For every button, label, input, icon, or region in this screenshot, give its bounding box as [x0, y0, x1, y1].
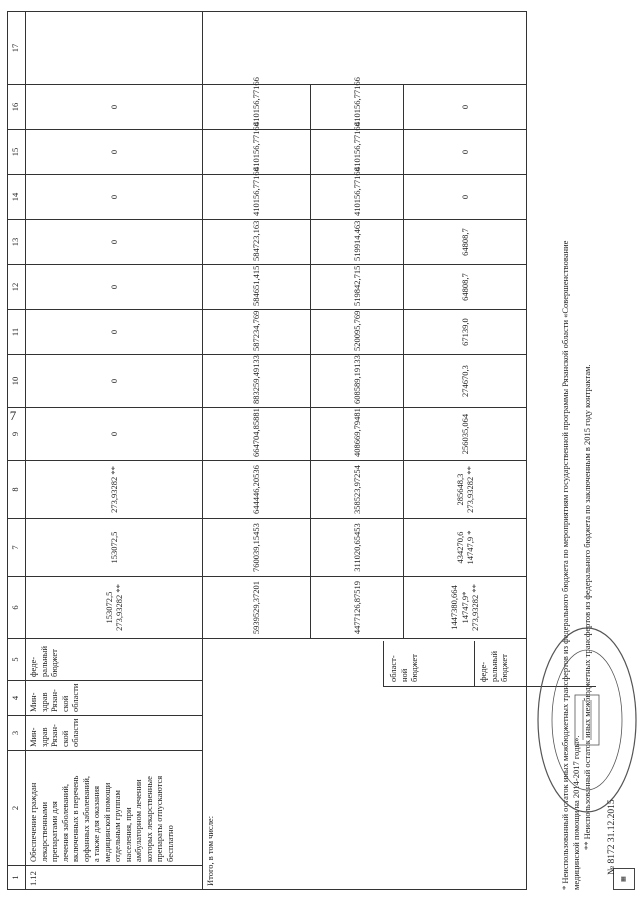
header-cell: 13 — [8, 220, 26, 265]
header-cell: 2 — [8, 751, 26, 866]
cell-value: 64808,7 — [404, 220, 527, 265]
cell-value: 0 — [26, 408, 203, 461]
header-row — [8, 12, 26, 890]
header-cell: 16 — [8, 85, 26, 130]
cell-value: 410156,77166 — [203, 175, 311, 220]
funding-source: феде- ральный бюджет — [26, 639, 203, 681]
cell-value: 64808,7 — [404, 265, 527, 310]
cell-value: 358523,97254 — [311, 461, 404, 519]
measure-name: Обеспечение граждан лекарственными препаратами для лечения заболеваний, включенных в перечень орфанных заболеваний, а также для оказания медицинской помощи отдельным группам населения, при амбулаторном лечении которых лекарственные препараты отпускаются бесплатно — [26, 751, 203, 866]
footnote-2: ** Неиспользованный остаток иных межбюджетных трансфертов из федерального бюджета по заключенным в 2015 году контрактам. — [582, 364, 592, 850]
header-cell: 6 — [8, 577, 26, 639]
cell-value: 0 — [404, 85, 527, 130]
cell-value: 0 — [404, 175, 527, 220]
cell-value: 644446,20536 — [203, 461, 311, 519]
budget-table — [7, 11, 527, 890]
cell-value: 67139,0 — [404, 310, 527, 355]
cell-value: 760039,15453 — [203, 519, 311, 577]
cell-value: 0 — [26, 175, 203, 220]
table-row-total — [203, 12, 311, 890]
cell-value: 153072,5 — [26, 519, 203, 577]
header-cell: 12 — [8, 265, 26, 310]
cell-value: 410156,77166 — [203, 130, 311, 175]
header-cell: 4 — [8, 681, 26, 716]
cell-value: 0 — [26, 355, 203, 408]
header-cell: 9 — [8, 408, 26, 461]
header-cell: 3 — [8, 716, 26, 751]
total-label: Итого, в том числе: — [203, 639, 527, 890]
cell-value: 0 — [26, 220, 203, 265]
cell-value: 256035,064 — [404, 408, 527, 461]
registration-mark-icon: ▦ — [613, 868, 635, 890]
row-divider — [383, 641, 384, 687]
page-number: 7 — [9, 408, 17, 423]
cell-value: 434270,6 14747,9 * — [404, 519, 527, 577]
header-cell: 15 — [8, 130, 26, 175]
cell-value: 0 — [26, 85, 203, 130]
cell-value: 584651,415 — [203, 265, 311, 310]
cell-value — [26, 12, 203, 85]
header-cell: 7 — [8, 519, 26, 577]
cell-value: 410156,77166 — [311, 85, 404, 130]
cell-value: 0 — [404, 130, 527, 175]
cell-value: 519914,463 — [311, 220, 404, 265]
cell-value: 520095,769 — [311, 310, 404, 355]
table-row-1-12 — [26, 12, 203, 890]
cell-value: 664704,85881 — [203, 408, 311, 461]
row-divider — [474, 641, 475, 687]
cell-value: 4477126,87519 — [311, 577, 404, 639]
header-cell: 11 — [8, 310, 26, 355]
cell-empty — [203, 12, 527, 85]
cell-value: 0 — [26, 265, 203, 310]
cell-value: 408669,79481 — [311, 408, 404, 461]
responsible-executor: Мин- здрав Рязан- ской области — [26, 716, 203, 751]
cell-total: 153072,5 273,93282 ** — [26, 577, 203, 639]
cell-value: 0 — [26, 130, 203, 175]
cell-value: 274670,3 — [404, 355, 527, 408]
footnote-1: * Неиспользованный остаток иных межбюджетных трансфертов из федерального бюджета по мероприятиям государственной программы Рязанской области «Совершенствование медицинской помощи на 2014-2017 годы». — [560, 240, 581, 890]
cell-value: 273,93282 ** — [26, 461, 203, 519]
header-cell: 17 — [8, 12, 26, 85]
header-cell: 14 — [8, 175, 26, 220]
cell-value: 519842,715 — [311, 265, 404, 310]
header-cell: 10 — [8, 355, 26, 408]
official-seal-stamp — [535, 625, 639, 815]
cell-value: 285648,3 273,93282 ** — [404, 461, 527, 519]
cell-value: 883259,49133 — [203, 355, 311, 408]
cell-value: 410156,77166 — [311, 175, 404, 220]
cell-value: 5939529,37201 — [203, 577, 311, 639]
budget-manager: Мин- здрав Рязан- ской области — [26, 681, 203, 716]
header-cell: 5 — [8, 639, 26, 681]
cell-value: 311020,65453 — [311, 519, 404, 577]
row-number: 1.12 — [26, 866, 203, 890]
header-cell: 8 — [8, 461, 26, 519]
registration-number: № 8172 31.12.2015 — [607, 799, 617, 875]
funding-source-regional: област- ной бюджет — [388, 654, 419, 682]
cell-value: 410156,77166 — [311, 130, 404, 175]
cell-value: 587234,769 — [203, 310, 311, 355]
funding-source-federal: феде- ральный бюджет — [478, 650, 509, 682]
cell-value: 608589,19133 — [311, 355, 404, 408]
cell-value: 584723,163 — [203, 220, 311, 265]
cell-value: 0 — [26, 310, 203, 355]
cell-total: 1447380,664 14747,9* 273,93282 ** — [404, 577, 527, 639]
header-cell: 1 — [8, 866, 26, 890]
cell-value: 410156,77166 — [203, 85, 311, 130]
